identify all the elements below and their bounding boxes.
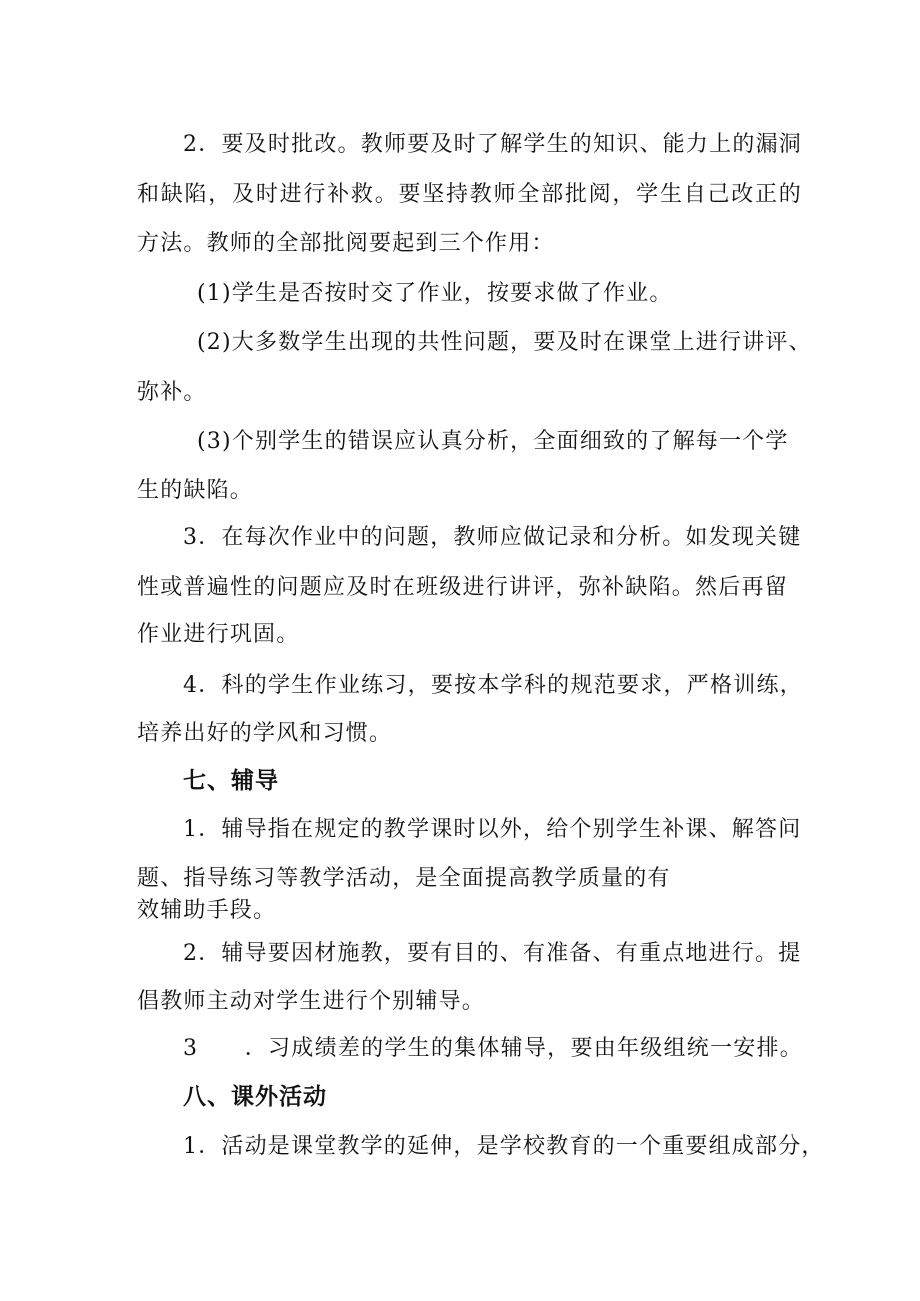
paragraph-line: 性或普遍性的问题应及时在班级进行讲评，弥补缺陷。然后再留 [137,575,788,600]
paragraph-line: 和缺陷，及时进行补救。要坚持教师全部批阅，学生自己改正的 [137,182,802,207]
list-item: (3)个别学生的错误应认真分析，全面细致的了解每一个学 [197,429,789,454]
section-heading: 八、课外活动 [183,1084,327,1110]
paragraph-line: 弥补。 [137,380,207,405]
paragraph-line: 3．在每次作业中的问题，教师应做记录和分析。如发现关键 [183,525,802,550]
list-item: (1)学生是否按时交了作业，按要求做了作业。 [197,281,673,306]
paragraph-line: 题、指导练习等教学活动，是全面提高教学质量的有 [137,866,671,891]
paragraph-line: 2．要及时批改。教师要及时了解学生的知识、能力上的漏洞 [183,132,802,157]
paragraph-line: 1．活动是课堂教学的延伸，是学校教育的一个重要组成部分， [183,1134,825,1159]
paragraph-line: 培养出好的学风和习惯。 [137,721,393,746]
paragraph-line: 4．科的学生作业练习，要按本学科的规范要求，严格训练， [183,673,803,698]
section-heading: 七、辅导 [183,768,279,794]
list-item: (2)大多数学生出现的共性问题，要及时在课堂上进行讲评、 [197,330,812,355]
paragraph-line: 作业进行巩固。 [137,622,300,647]
paragraph-line: 效辅助手段。 [137,898,277,923]
paragraph-line: 生的缺陷。 [137,478,254,503]
paragraph-line: 方法。教师的全部批阅要起到三个作用： [137,231,555,256]
paragraph-line: 倡教师主动对学生进行个别辅导。 [137,989,486,1014]
paragraph-line: 3 ．习成绩差的学生的集体辅导，要由年级组统一安排。 [183,1036,803,1061]
paragraph-line: 2．辅导要因材施教，要有目的、有准备、有重点地进行。提 [183,941,802,966]
paragraph-line: 1．辅导指在规定的教学课时以外，给个别学生补课、解答问 [183,817,802,842]
